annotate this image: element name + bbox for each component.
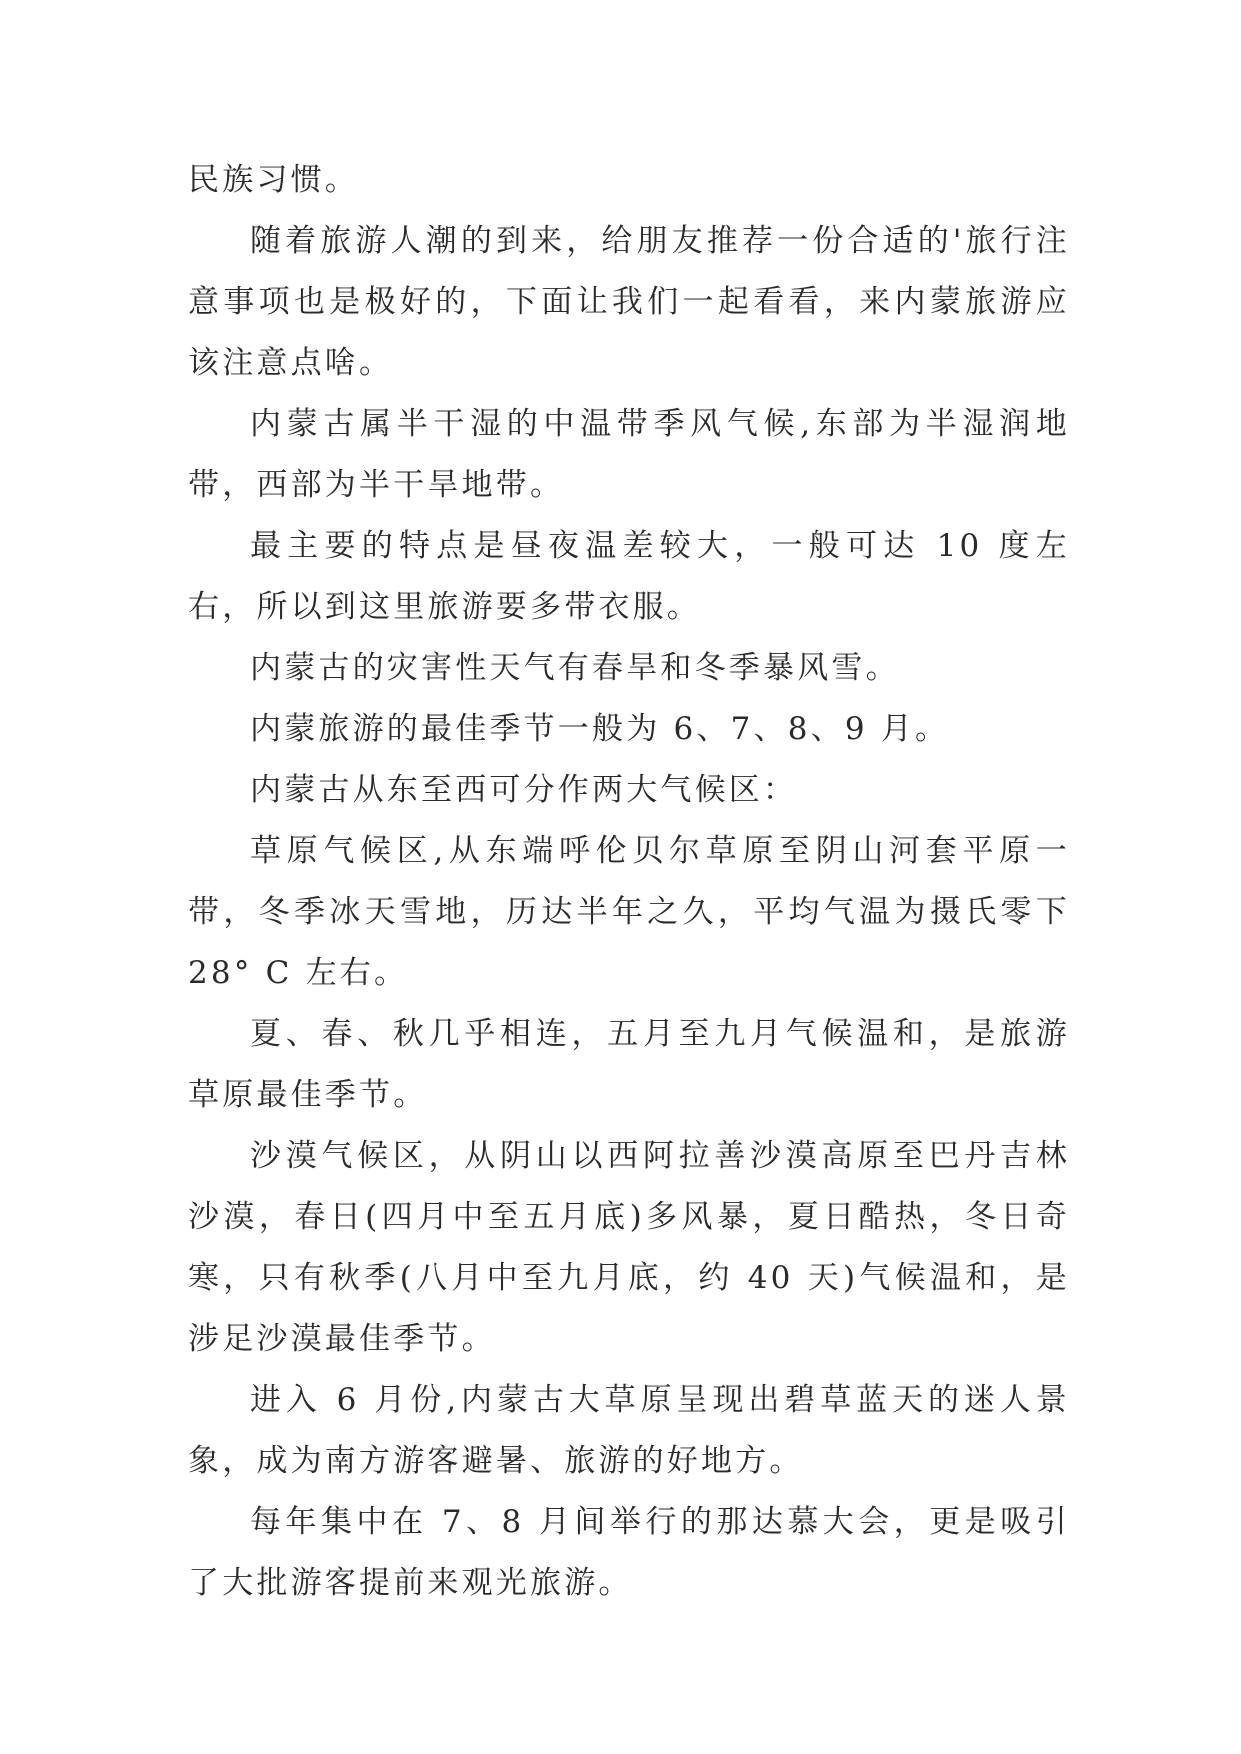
paragraph-7: 内蒙古从东至西可分作两大气候区： <box>250 772 798 808</box>
paragraph-6: 内蒙旅游的最佳季节一般为 6、7、8、9 月。 <box>250 711 950 747</box>
paragraph-5: 内蒙古的灾害性天气有春旱和冬季暴风雪。 <box>250 650 900 686</box>
paragraph-11: 进入 6 月份,内蒙古大草原呈现出碧草蓝天的迷人景象，成为南方游客避暑、旅游的好地方。 <box>188 1382 1070 1479</box>
paragraph-10: 沙漠气候区，从阴山以西阿拉善沙漠高原至巴丹吉林沙漠，春日(四月中至五月底)多风暴，夏日酷热，冬日奇寒，只有秋季(八月中至九月底，约 40 天)气候温和，是涉足沙漠最佳季节。 <box>188 1138 1070 1357</box>
paragraph-2: 随着旅游人潮的到来，给朋友推荐一份合适的'旅行注意事项也是极好的，下面让我们一起看看，来内蒙旅游应该注意点啥。 <box>188 223 1070 381</box>
paragraph-3: 内蒙古属半干湿的中温带季风气候,东部为半湿润地带，西部为半干旱地带。 <box>188 406 1070 503</box>
paragraph-4: 最主要的特点是昼夜温差较大，一般可达 10 度左右，所以到这里旅游要多带衣服。 <box>188 528 1070 625</box>
document-body <box>188 150 1070 1614</box>
paragraph-8: 草原气候区,从东端呼伦贝尔草原至阴山河套平原一带，冬季冰天雪地，历达半年之久，平均气温为摄氏零下 28° C 左右。 <box>188 833 1070 991</box>
paragraph-9: 夏、春、秋几乎相连，五月至九月气候温和，是旅游草原最佳季节。 <box>188 1016 1070 1113</box>
paragraph-1: 民族习惯。 <box>188 162 359 198</box>
paragraph-12: 每年集中在 7、8 月间举行的那达慕大会，更是吸引了大批游客提前来观光旅游。 <box>188 1504 1070 1601</box>
